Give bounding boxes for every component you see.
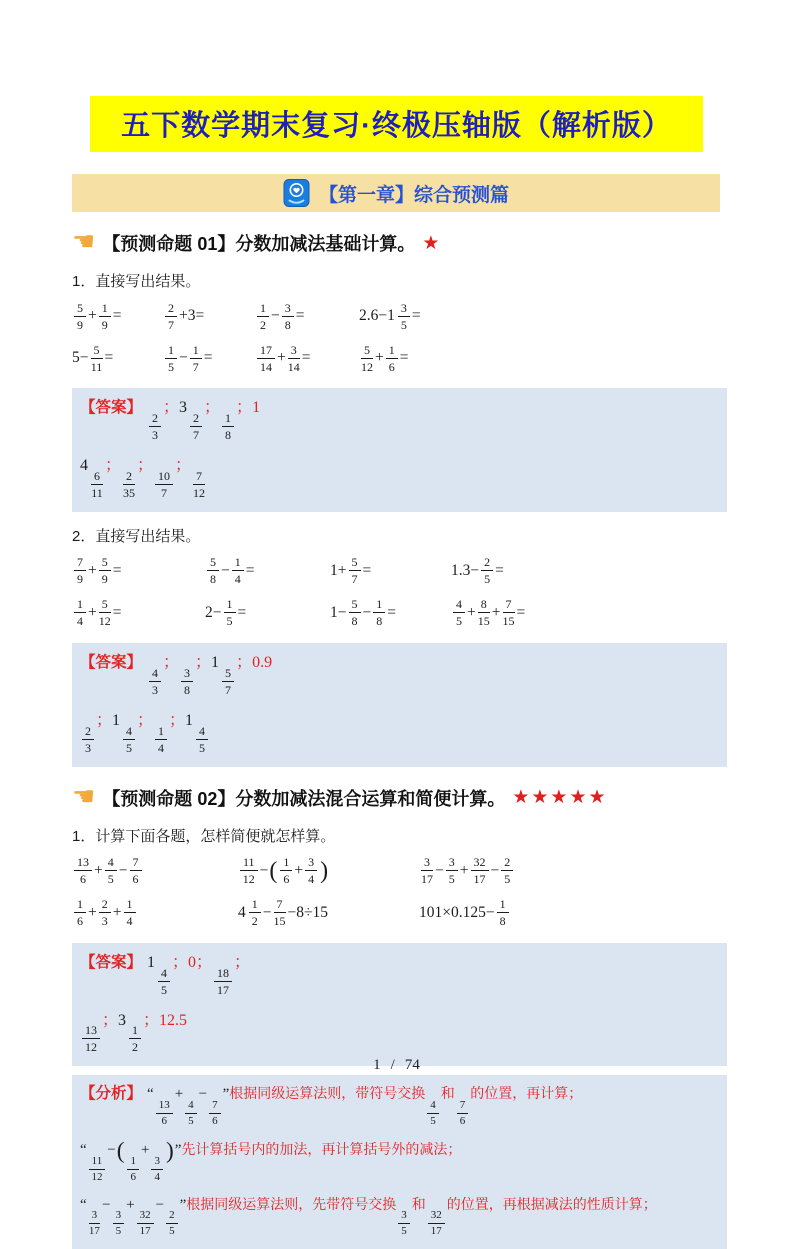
section2-question-row-1 <box>72 850 727 892</box>
page-number-current: 1 <box>373 1057 381 1073</box>
section2-question-prompt: 1．计算下面各题，怎样简便就怎样算。 <box>72 827 336 845</box>
math-expression: $\frac{5}{8}$ − $\frac{1}{4}$ = <box>205 550 330 592</box>
chapter-banner <box>72 174 720 212</box>
pointing-hand-icon: ☚ <box>72 780 96 811</box>
answer-label: 【答案】 <box>80 653 143 671</box>
answer-values: $\frac{13}{12}$ ；3 $\frac{1}{2}$ ；12.5 <box>80 1012 187 1029</box>
math-expression: 1+ $\frac{5}{7}$ = <box>330 555 372 587</box>
question-1-row-1 <box>72 295 727 337</box>
section-heading-01 <box>72 226 727 257</box>
answer-line <box>80 646 717 704</box>
analysis-line <box>80 1190 717 1244</box>
answer-values: 4 $\frac{6}{11}$ ； $\frac{2}{35}$ ； $\frac{10}{7}$ ； $\frac{7}{12}$ <box>80 456 206 500</box>
math-expression: 4 $\frac{1}{2}$ − $\frac{7}{15}$ −8÷15 <box>238 897 328 929</box>
analysis-line <box>80 1134 717 1190</box>
answer-line <box>80 1004 717 1062</box>
question-1-row-2 <box>72 337 727 379</box>
star-rating-icon: ★★★★★ <box>512 787 608 809</box>
section-heading-02 <box>72 780 727 812</box>
page-number-total: 74 <box>404 1057 420 1073</box>
math-expression: $\frac{1}{5}$ − $\frac{1}{7}$ = <box>163 337 255 379</box>
answer-line <box>80 391 717 449</box>
analysis-line <box>80 1078 717 1133</box>
question-2-row-1 <box>72 550 727 592</box>
section2-question-row-2 <box>72 892 727 934</box>
math-expression: $\frac{17}{14}$ + $\frac{3}{14}$ = <box>255 337 359 379</box>
math-expression: 2− $\frac{1}{5}$ = <box>205 597 247 629</box>
answer-values: $\frac{2}{3}$ ；1 $\frac{4}{5}$ ； $\frac{1}{4}$ ；1 $\frac{4}{5}$ <box>80 712 210 729</box>
math-expression: $\frac{3}{17}$ − $\frac{3}{5}$ + $\frac{32}{17}$ − $\frac{2}{5}$ <box>419 850 727 892</box>
pointing-hand-icon: ☚ <box>72 226 96 256</box>
math-expression: $\frac{1}{6}$ + $\frac{2}{3}$ + $\frac{1}{4}$ <box>72 892 238 934</box>
math-expression: 1.3− $\frac{2}{5}$ = <box>451 555 504 587</box>
question-2-row-2 <box>72 592 727 634</box>
analysis-text: “ $\frac{11}{12}$ −( $\frac{1}{6}$ + $\frac{3}{4}$ )”先计算括号内的加法，再计算括号外的减法； <box>80 1137 462 1183</box>
section-02-title: 【预测命题 02】分数加减法混合运算和简便计算。 <box>102 788 506 809</box>
math-expression: $\frac{5}{9}$ + $\frac{1}{9}$ = <box>72 295 163 337</box>
answer-line <box>80 704 717 762</box>
answer-box-2 <box>72 643 727 767</box>
math-expression: 5− $\frac{5}{11}$ = <box>72 342 114 374</box>
math-expression: 2.6− 1 $\frac{3}{5}$ = <box>359 300 421 332</box>
document-title: 五下数学期末复习·终极压轴版（解析版） <box>121 110 672 142</box>
section-01-title: 【预测命题 01】分数加减法基础计算。 <box>102 234 416 254</box>
star-rating-icon: ★ <box>422 232 442 254</box>
answer-line <box>80 946 717 1004</box>
math-expression: 101×0.125− $\frac{1}{8}$ <box>419 892 727 934</box>
answer-box-3 <box>72 943 727 1067</box>
question-1-prompt: 1．直接写出结果。 <box>72 273 201 290</box>
answer-label: 【答案】 <box>80 953 143 971</box>
math-expression: $\frac{1}{2}$ − $\frac{3}{8}$ = <box>255 295 359 337</box>
heart-hand-icon <box>283 178 310 208</box>
math-expression: $\frac{13}{6}$ + $\frac{4}{5}$ − $\frac{7}{6}$ <box>72 850 238 892</box>
math-expression: $\frac{1}{4}$ + $\frac{5}{12}$ = <box>72 592 205 634</box>
analysis-label: 【分析】 <box>80 1085 143 1103</box>
page-footer <box>0 1057 793 1074</box>
math-expression: $\frac{11}{12}$ − ( $\frac{1}{6}$ + $\frac{3}{4}$ ) <box>238 850 419 892</box>
math-expression: $\frac{2}{7}$ +3= <box>163 295 255 337</box>
page-content <box>72 226 727 1249</box>
analysis-text: “ $\frac{13}{6}$ + $\frac{4}{5}$ − $\frac{7}{6}$ ”根据同级运算法则，带符号交换 $\frac{4}{5}$ 和 $\frac{7}{6}$ 的位置，再计算； <box>147 1085 583 1127</box>
math-expression: $\frac{7}{9}$ + $\frac{5}{9}$ = <box>72 550 205 592</box>
math-expression: $\frac{5}{12}$ + $\frac{1}{6}$ = <box>361 342 409 374</box>
answer-box-1 <box>72 388 727 512</box>
answer-values: 1 $\frac{4}{5}$ ；0； $\frac{18}{17}$ ； <box>147 953 251 997</box>
analysis-box <box>72 1075 727 1249</box>
answer-values: $\frac{4}{3}$ ； $\frac{3}{8}$ ；1 $\frac{5}{7}$ ；0.9 <box>147 654 272 671</box>
page-number-separator: / <box>390 1057 395 1073</box>
math-expression: 1− $\frac{5}{8}$ − $\frac{1}{8}$ = <box>330 597 396 629</box>
chapter-title: 【第一章】综合预测篇 <box>318 184 509 206</box>
analysis-text: “ $\frac{3}{17}$ − $\frac{3}{5}$ + $\frac{32}{17}$ − $\frac{2}{5}$ ”根据同级运算法则，先带符号交换 $\frac{3}{5}$ 和 $\frac{32}{17}$ 的位置，再根据减法的性质计算； <box>80 1195 657 1238</box>
answer-values: $\frac{2}{3}$ ；3 $\frac{2}{7}$ ； $\frac{1}{8}$ ；1 <box>147 399 260 416</box>
answer-line <box>80 449 717 507</box>
title-banner <box>90 96 703 152</box>
question-2-prompt: 2．直接写出结果。 <box>72 527 201 545</box>
answer-label: 【答案】 <box>80 399 143 416</box>
math-expression: $\frac{4}{5}$ + $\frac{8}{15}$ + $\frac{7}{15}$ = <box>451 592 727 634</box>
